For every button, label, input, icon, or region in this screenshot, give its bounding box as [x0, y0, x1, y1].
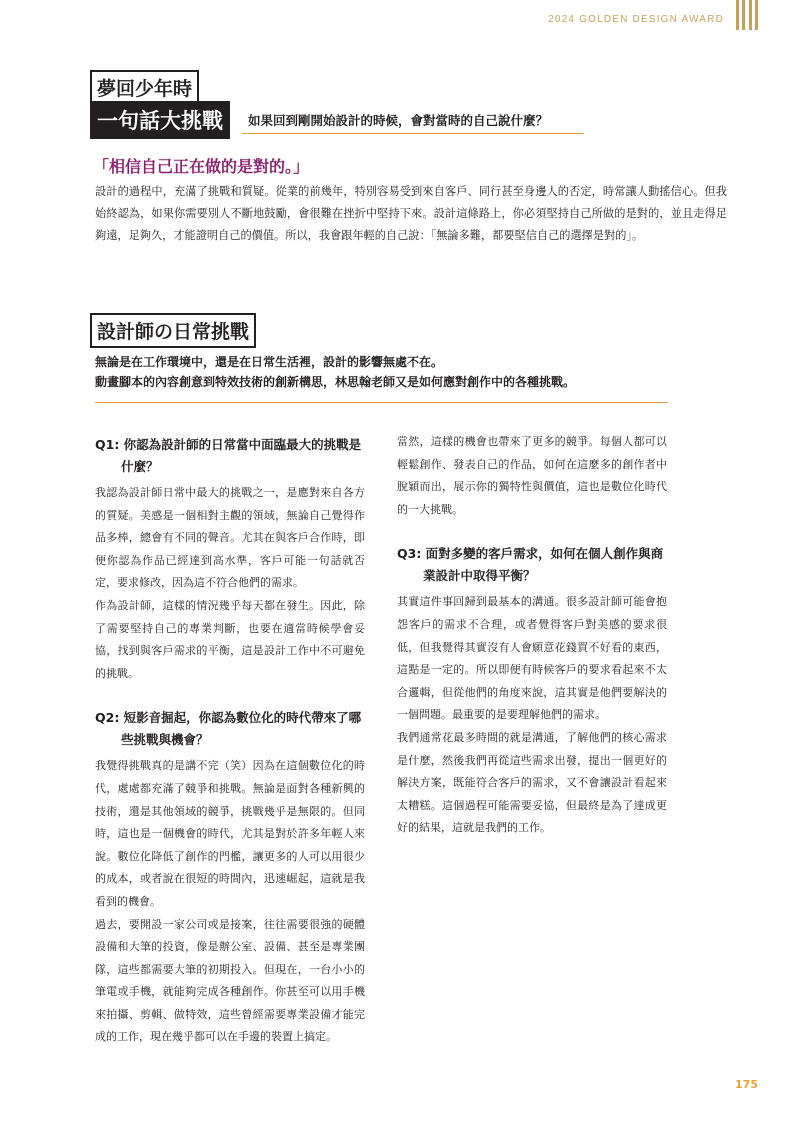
- section2-title: 設計師の日常挑戰: [90, 313, 256, 348]
- section2-lead: [95, 352, 695, 392]
- q2-paragraph-2: 過去，要開設一家公司或是接案，往往需要很強的硬體設備和大筆的投資，像是辦公室、設備、甚至是專業團隊，這些都需要大筆的初期投入。但現在，一台小小的筆電或手機，就能夠完成各種創作。你甚至可以用手機來拍攝、剪輯、做特效，這些曾經需要專業設備才能完成的工作，現在幾乎都可以在手邊的裝置上搞定。: [95, 917, 365, 1044]
- page-number: 175: [735, 1078, 758, 1091]
- header-stripes-decoration: [736, 0, 758, 30]
- section2-divider: [95, 402, 668, 403]
- section1-body: 設計的過程中，充滿了挑戰和質疑。從業的前幾年，特別容易受到來自客戶、同行甚至身邊人的否定，時常讓人動搖信心。但我始終認為，如果你需要別人不斷地鼓勵，會很難在挫折中堅持下來。設計這條路上，你必須堅持自己所做的是對的，並且走得足夠遠，足夠久，才能證明自己的價值。所以，我會跟年輕的自己說：「無論多難，都要堅信自己的選擇是對的」。: [95, 185, 727, 242]
- section2-lead-line2: 動畫腳本的內容創意到特效技術的創新構思，林思翰老師又是如何應對創作中的各種挑戰。: [95, 375, 576, 389]
- section1-question: 如果回到剛開始設計的時候，會對當時的自己說什麼？: [248, 113, 549, 128]
- section1-title-line1: 夢回少年時: [90, 70, 199, 105]
- q2-heading: Q2: 短影音掘起，你認為數位化的時代帶來了哪些挑戰與機會？: [95, 710, 362, 748]
- q1-heading: Q1: 你認為設計師的日常當中面臨最大的挑戰是什麼？: [95, 437, 362, 474]
- section1-quote: 「相信自己正在做的是對的。」: [93, 157, 310, 176]
- section1-divider: [242, 133, 584, 134]
- right-column: [397, 431, 667, 840]
- q1-paragraph-2: 作為設計師，這樣的情況幾乎每天都在發生。因此，除了需要堅持自己的專業判斷，也要在適當時候學會妥協，找到與客戶需求的平衡，這是設計工作中不可避免的挑戰。: [95, 598, 365, 680]
- q3-paragraph-1: 其實這件事回歸到最基本的溝通。很多設計師可能會抱怨客戶的需求不合理，或者覺得客戶對美感的要求很低，但我覺得其實沒有人會願意花錢買不好看的東西，這點是一定的。所以即便有時候客戶的要求看起來不太合邏輯，但從他們的角度來說，這其實是他們要解決的一個問題。最重要的是要理解他們的需求。: [397, 595, 667, 722]
- q2-paragraph-1: 我覺得挑戰真的是講不完（笑）因為在這個數位化的時代，處處都充滿了競爭和挑戰。無論是面對各種新興的技術，還是其他領域的競爭，挑戰幾乎是無限的。但同時，這也是一個機會的時代，尤其是對於許多年輕人來說。數位化降低了創作的門檻，讓更多的人可以用很少的成本，或者說在很短的時間內，迅速崛起，這就是我看到的機會。: [95, 759, 365, 908]
- left-column: [95, 434, 365, 1049]
- q2-paragraph-3: 當然，這樣的機會也帶來了更多的競爭。每個人都可以輕鬆創作、發表自己的作品，如何在這麼多的創作者中脫穎而出，展示你的獨特性與價值，這也是數位化時代的一大挑戰。: [397, 435, 667, 516]
- section2-lead-line1: 無論是在工作環境中，還是在日常生活裡，設計的影響無處不在。: [95, 355, 444, 369]
- q3-heading: Q3: 面對多變的客戶需求，如何在個人創作與商業設計中取得平衡？: [397, 546, 664, 584]
- q1-paragraph-1: 我認為設計師日常中最大的挑戰之一，是應對來自各方的質疑。美感是一個相對主觀的領域，無論自己覺得作品多棒，總會有不同的聲音。尤其在與客戶合作時，即便你認為作品已經達到高水準，客戶可能一句話就否定，要求修改，因為這不符合他們的需求。: [95, 486, 365, 590]
- section1-title-line2: 一句話大挑戰: [90, 101, 230, 139]
- q3-paragraph-2: 我們通常花最多時間的就是溝通，了解他們的核心需求是什麼，然後我們再從這些需求出發，提出一個更好的解決方案，既能符合客戶的需求，又不會讓設計看起來太糟糕。這個過程可能需要妥協，但最終是為了達成更好的結果，這就是我們的工作。: [397, 730, 667, 835]
- header-title: 2024 GOLDEN DESIGN AWARD: [548, 14, 724, 25]
